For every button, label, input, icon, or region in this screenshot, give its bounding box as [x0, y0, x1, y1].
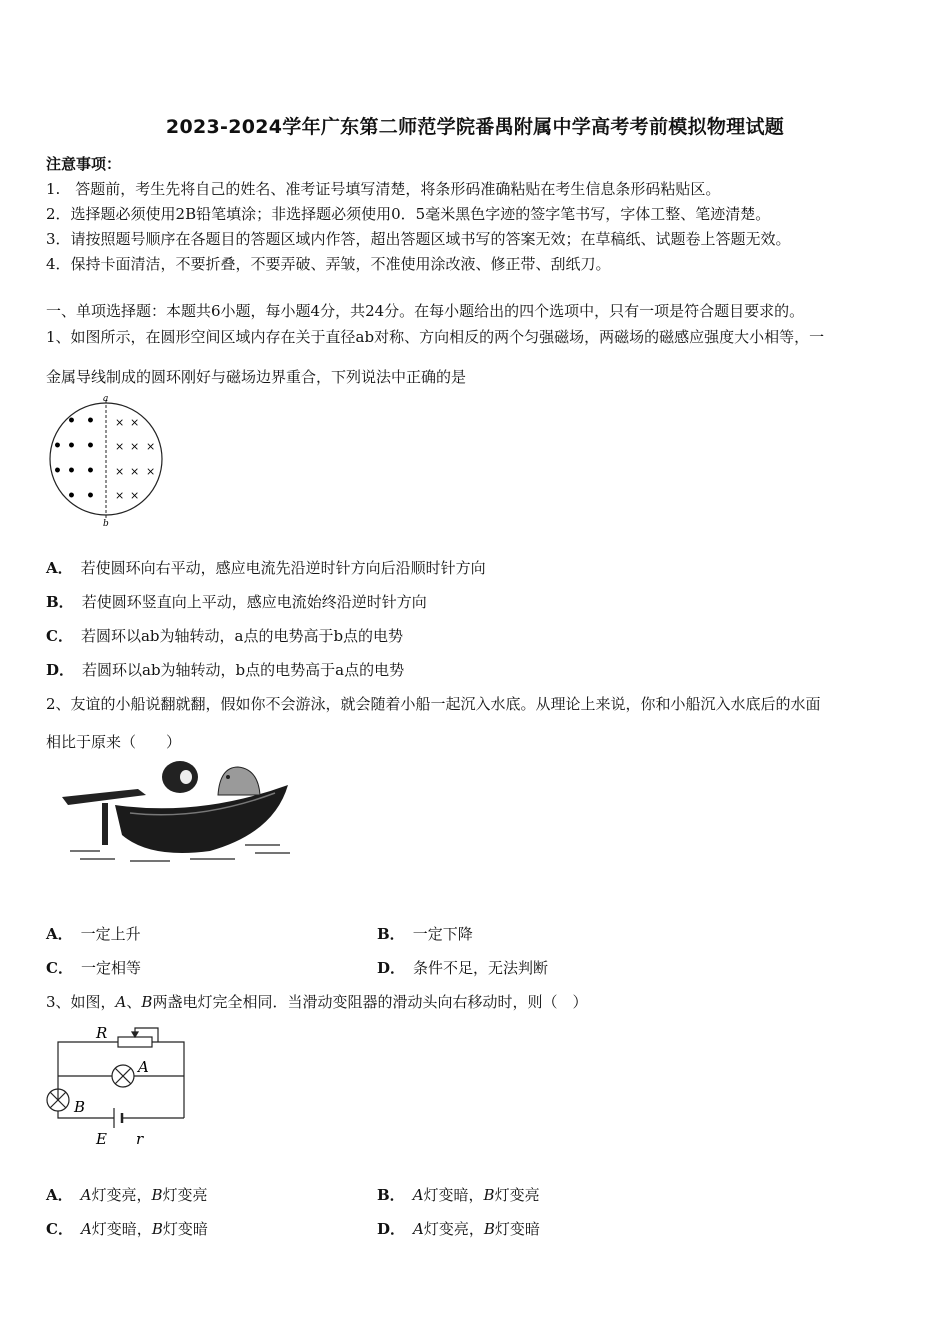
- figure-right-eye: [226, 775, 230, 779]
- lamp-a-ref: A: [413, 1220, 424, 1238]
- option-text: 灯变亮，: [91, 1186, 152, 1204]
- cross: ×: [115, 489, 125, 502]
- label-internal-r: r: [136, 1130, 144, 1148]
- q1-stem-line1: 1、如图所示，在圆形空间区域内存在关于直径ab对称、方向相反的两个匀强磁场，两磁场的磁感应强度大小相等，一: [46, 328, 825, 346]
- label-a: a: [103, 394, 109, 404]
- lamp-a-ref: A: [80, 1220, 92, 1238]
- wire-bottom-left: [58, 1111, 114, 1118]
- cross: ×: [130, 489, 140, 502]
- option-text: 若使圆环竖直向上平动，感应电流始终沿逆时针方向: [81, 593, 427, 611]
- dot: •: [67, 488, 76, 504]
- notice-item-4: 4．保持卡面清洁，不要折叠，不要弄破、弄皱，不准使用涂改液、修正带、刮纸刀。: [46, 255, 611, 273]
- q1-option-d[interactable]: [46, 659, 404, 680]
- notice-item-2: 2．选择题必须使用2B铅笔填涂；非选择题必须使用0．5毫米黑色字迹的签字笔书写，字体工整、笔迹清楚。: [46, 205, 771, 223]
- option-text: 灯变亮: [162, 1186, 208, 1204]
- option-letter: B．: [377, 1186, 405, 1204]
- label-emf: E: [96, 1130, 107, 1148]
- q3-stem-lamp-b: B: [141, 993, 153, 1011]
- lamp-b-ref: B: [151, 1220, 163, 1238]
- option-text: 若圆环以ab为轴转动，a点的电势高于b点的电势: [80, 627, 404, 645]
- cross: ×: [115, 465, 125, 478]
- cross: ×: [130, 416, 140, 429]
- option-text: 灯变亮，: [423, 1220, 484, 1238]
- notice-item-3: 3．请按照题号顺序在各题目的答题区域内作答，超出答题区域书写的答案无效；在草稿纸、试题卷上答题无效。: [46, 230, 791, 248]
- figure-right: [218, 767, 260, 795]
- q1-option-a[interactable]: [46, 557, 486, 578]
- rheostat-r: [118, 1037, 152, 1047]
- lamp-b-ref: B: [151, 1186, 163, 1204]
- label-lamp-b: B: [74, 1098, 86, 1116]
- cross: ×: [115, 440, 125, 453]
- lamp-a-ref: A: [80, 1186, 92, 1204]
- option-text: 灯变暗: [494, 1220, 540, 1238]
- option-text: 灯变亮: [494, 1186, 540, 1204]
- q2-boat-illustration: [60, 755, 295, 870]
- option-letter: B．: [46, 593, 74, 611]
- dot: •: [86, 438, 95, 454]
- label-r-rheostat: R: [96, 1024, 108, 1042]
- option-text: 灯变暗，: [423, 1186, 484, 1204]
- option-text: 一定上升: [80, 925, 141, 943]
- dock-post: [102, 803, 108, 845]
- q2-option-c[interactable]: [46, 957, 141, 978]
- q2-option-d[interactable]: [377, 957, 548, 978]
- q2-option-b[interactable]: [377, 923, 473, 944]
- option-text: 条件不足，无法判断: [413, 959, 549, 977]
- q3-stem-sep: 、: [126, 993, 142, 1011]
- cross: ×: [130, 465, 140, 478]
- wire-top-left: [58, 1042, 118, 1100]
- q1-option-b[interactable]: [46, 591, 427, 612]
- dot: •: [86, 463, 95, 479]
- field-crosses-in: [115, 416, 155, 502]
- label-b: b: [103, 519, 109, 529]
- page-title: 2023-2024学年广东第二师范学院番禺附属中学高考考前模拟物理试题: [165, 116, 785, 138]
- q3-circuit-diagram: [40, 1020, 200, 1150]
- option-text: 灯变暗: [162, 1220, 208, 1238]
- option-letter: B．: [377, 925, 405, 943]
- option-letter: C．: [46, 959, 73, 977]
- dot: •: [86, 413, 95, 429]
- q3-stem-lamp-a: A: [115, 993, 127, 1011]
- option-letter: A．: [46, 1186, 73, 1204]
- cross: ×: [146, 465, 156, 478]
- option-letter: D．: [377, 1220, 406, 1238]
- cross: ×: [115, 416, 125, 429]
- q2-stem-line1: 2、友谊的小船说翻就翻，假如你不会游泳，就会随着小船一起沉入水底。从理论上来说，你和小船沉入水底后的水面: [46, 695, 821, 713]
- q3-option-b[interactable]: [377, 1184, 540, 1205]
- dot: •: [67, 438, 76, 454]
- wire-top-right: [152, 1042, 184, 1118]
- lamp-b-ref: B: [483, 1186, 495, 1204]
- cross: ×: [146, 440, 156, 453]
- dot: •: [67, 413, 76, 429]
- q3-stem-pre: 3、如图，: [46, 993, 116, 1011]
- option-letter: A．: [46, 925, 73, 943]
- q3-stem-post: 两盏电灯完全相同．当滑动变阻器的滑动头向右移动时，则（ ）: [152, 993, 588, 1011]
- option-text: 一定下降: [412, 925, 473, 943]
- q1-option-c[interactable]: [46, 625, 403, 646]
- notice-item-1: 1. 答题前，考生先将自己的姓名、准考证号填写清楚，将条形码准确粘贴在考生信息条形码粘贴区。: [46, 180, 721, 198]
- option-text: 若使圆环向右平动，感应电流先沿逆时针方向后沿顺时针方向: [80, 559, 486, 577]
- q1-stem-line2: 金属导线制成的圆环刚好与磁场边界重合，下列说法中正确的是: [46, 368, 467, 386]
- option-text: 若圆环以ab为轴转动，b点的电势高于a点的电势: [82, 661, 405, 679]
- lamp-b-ref: B: [483, 1220, 495, 1238]
- q3-option-d[interactable]: [377, 1218, 540, 1239]
- rheostat-slider: [135, 1028, 158, 1042]
- dot: •: [53, 438, 62, 454]
- q2-stem-line2: 相比于原来（ ）: [46, 733, 182, 751]
- option-text: 灯变暗，: [91, 1220, 152, 1238]
- dot: •: [86, 488, 95, 504]
- q1-magnetic-field-figure: [44, 394, 174, 530]
- section-heading: 一、单项选择题：本题共6小题，每小题4分，共24分。在每小题给出的四个选项中，只有一项是符合题目要求的。: [46, 302, 805, 320]
- lamp-a-ref: A: [412, 1186, 424, 1204]
- notice-heading: 注意事项：: [46, 155, 122, 173]
- dock-plank: [62, 789, 146, 805]
- option-letter: A．: [46, 559, 73, 577]
- option-text: 一定相等: [80, 959, 141, 977]
- option-letter: C．: [46, 627, 73, 645]
- label-lamp-a: A: [138, 1058, 149, 1076]
- cross: ×: [130, 440, 140, 453]
- option-letter: D．: [46, 661, 75, 679]
- figure-left-face: [180, 770, 192, 784]
- q2-option-a[interactable]: [46, 923, 141, 944]
- q3-option-c[interactable]: [46, 1218, 208, 1239]
- q3-option-a[interactable]: [46, 1184, 208, 1205]
- dot: •: [53, 463, 62, 479]
- slider-arrow: [132, 1032, 138, 1037]
- option-letter: D．: [377, 959, 406, 977]
- q3-stem: [46, 991, 587, 1012]
- dot: •: [67, 463, 76, 479]
- option-letter: C．: [46, 1220, 73, 1238]
